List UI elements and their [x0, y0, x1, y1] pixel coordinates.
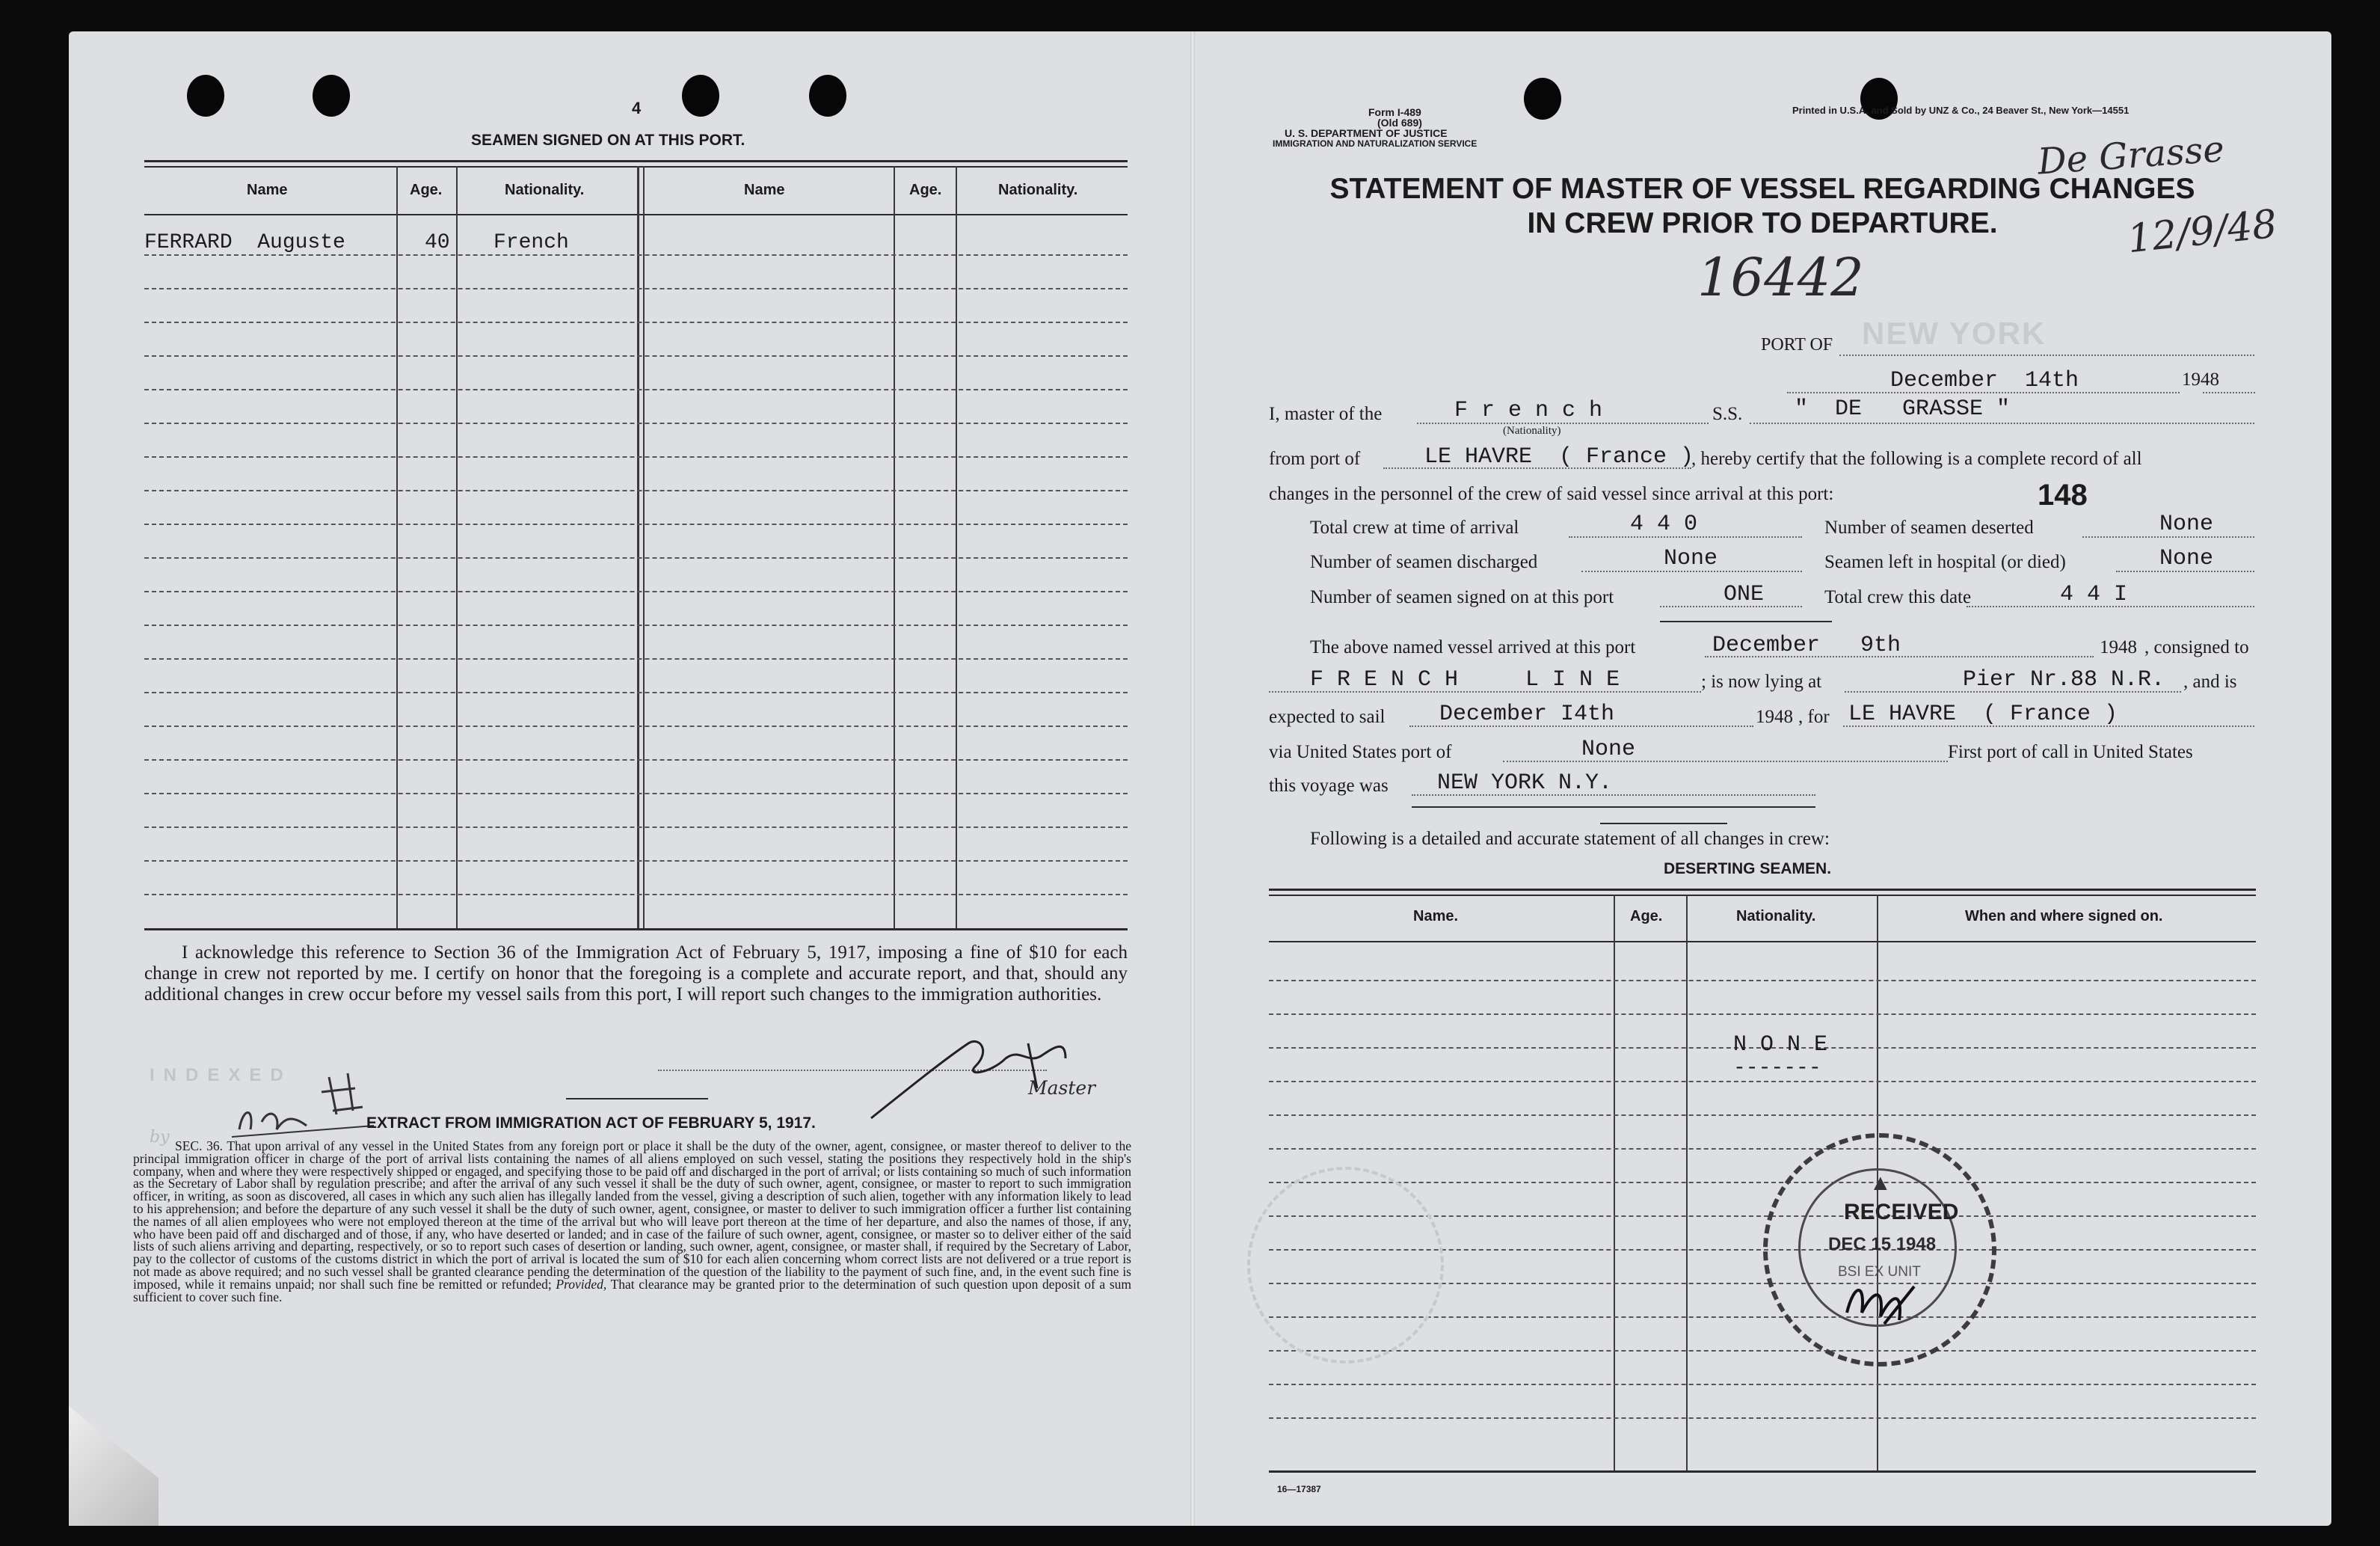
column-header-age: Age.	[1630, 908, 1663, 924]
entry-name: FERRARD Auguste	[144, 231, 345, 254]
column-header-nationality: Nationality.	[505, 182, 585, 198]
column-header-age: Age.	[909, 182, 942, 198]
indexed-initials	[224, 1062, 389, 1144]
first-port-label: First port of call in United States	[1948, 742, 2193, 762]
deserting-none-underline: -------	[1733, 1057, 1821, 1080]
from-port-label: from port of	[1269, 449, 1361, 469]
port-of-value: NEW YORK	[1862, 316, 2047, 351]
vessel-name: " DE GRASSE "	[1795, 396, 2011, 422]
received-initials	[1839, 1268, 1929, 1335]
stat-label: Number of seamen signed on at this port	[1310, 587, 1614, 607]
arrived-year: 1948	[2100, 637, 2137, 657]
lying-label: ; is now lying at	[1701, 672, 1822, 692]
consignee-value: F R E N C H L I N E	[1310, 667, 1620, 693]
statement-date: December 14th	[1890, 368, 2079, 393]
arrived-label: The above named vessel arrived at this port	[1310, 637, 1636, 657]
department-name: U. S. DEPARTMENT OF JUSTICE	[1285, 127, 1448, 139]
extract-title: EXTRACT FROM IMMIGRATION ACT OF FEBRUARY 5, 1917.	[366, 1114, 816, 1132]
stat-label: Total crew at time of arrival	[1310, 518, 1519, 538]
via-label: via United States port of	[1269, 742, 1452, 762]
handwritten-ship-name: De Grasse	[2036, 128, 2226, 183]
certify-text: , hereby certify that the following is a complete record of all	[1691, 449, 2142, 469]
faint-stamp	[1247, 1167, 1444, 1364]
sail-date: December I4th	[1439, 702, 1615, 727]
punch-hole	[1524, 78, 1561, 120]
destination-value: LE HAVRE ( France )	[1848, 702, 2118, 727]
page-number: 4	[632, 99, 642, 117]
extract-text: That upon arrival of any vessel in the United States from any foreign port or place it shall be the duty of the owner, agent, consignee, or master thereof to deliver to the principal immigration officer in charge of the port of arrival lists containing the names of all aliens employed on such vessel, stating the positions they respectively hold in the ship's company, when and where they were respectively shipped or engaged, and specifying those to be paid off and discharged in the port of arrival; or lists containing so much of such information as the Secretary of Labor shall by regulation prescribe; and after the arrival of any such vessel it shall be the duty of such owner, agent, consignee, or master to report to such immigration officer, in writing, as soon as discovered, all cases in which any such alien has illegally landed from the vessel, giving a description of such alien, together with any information likely to lead to his apprehension; and before the departure of any such vessel it shall be the duty of such owner, agent, consignee, or master to deliver to such immigration officer a further list containing the names of all alien employees who were not employed thereon at the time of the arrival but who will leave port thereon at the time of her departure, and also the names of those, if any, who have been paid off and discharged and of those, if any, who have deserted or landed; and in case of the failure of such owner, agent, consignee, or master so to deliver either of the said lists of such aliens arriving and departing, respectively, or so to report such cases of desertion or landing, such owner, agent, consignee, or master shall, if required by the Secretary of Labor, pay to the collector of customs of the customs district in which the port of arrival is located the sum of $10 for each alien concerning whom correct lists are not delivered or a true report is not made as above required; and no such vessel shall be granted clearance pending the determination of the question of the liability to the payment of such fine, and, in the event such fine is imposed, while it remains unpaid; nor shall such fine be remitted or refunded;	[133, 1138, 1131, 1292]
master-label: Master	[1028, 1077, 1096, 1099]
stat-label: Number of seamen deserted	[1824, 518, 2034, 538]
voyage-value: NEW YORK N.Y.	[1437, 770, 1613, 796]
entry-age: 40	[425, 231, 450, 254]
sail-year: 1948	[1756, 707, 1793, 727]
stat-value: 4 4 0	[1630, 512, 1698, 537]
stat-label: Total crew this date	[1824, 587, 1972, 607]
received-stamp-label: RECEIVED	[1844, 1200, 1959, 1224]
statement-year: 1948	[2182, 369, 2219, 390]
punch-hole	[187, 75, 224, 117]
stat-value: 4 4 I	[2060, 582, 2128, 607]
and-is-label: , and is	[2183, 672, 2237, 692]
form-old-number: (Old 689)	[1377, 117, 1422, 129]
up-arrow-icon: ▲	[1869, 1171, 1892, 1195]
sail-label: expected to sail	[1269, 707, 1386, 727]
footer-code: 16—17387	[1277, 1484, 1321, 1494]
following-text: Following is a detailed and accurate statement of all changes in crew:	[1310, 829, 1830, 849]
stat-value: ONE	[1723, 582, 1765, 607]
section-title: SEAMEN SIGNED ON AT THIS PORT.	[471, 132, 745, 149]
stat-label: Number of seamen discharged	[1310, 552, 1538, 572]
stat-label: Seamen left in hospital (or died)	[1824, 552, 2066, 572]
stat-value: None	[2159, 546, 2214, 571]
column-header-age: Age.	[410, 182, 443, 198]
stamp-number: 148	[2038, 479, 2088, 512]
for-label: , for	[1798, 707, 1830, 727]
deserting-title: DESERTING SEAMEN.	[1664, 860, 1832, 877]
handwritten-date: 12/9/48	[2125, 201, 2280, 263]
acknowledgement-text: I acknowledge this reference to Section 36 of the Immigration Act of February 5, 1917, imposing a fine of $10 for each change in crew not reported by me. I certify on honor that the foregoing is a complete and accurate report, and that, should any additional changes in crew occur before my vessel sails from this port, I will report such changes to the immigration authorities.	[144, 942, 1128, 1004]
nationality-caption: (Nationality)	[1503, 425, 1561, 437]
column-header-name: Name.	[1413, 908, 1459, 924]
service-name: IMMIGRATION AND NATURALIZATION SERVICE	[1273, 138, 1477, 149]
port-of-label: PORT OF	[1761, 335, 1833, 355]
page-fold	[1190, 31, 1195, 1526]
by-label: by	[150, 1128, 170, 1147]
lying-value: Pier Nr.88 N.R.	[1963, 667, 2165, 693]
changes-text: changes in the personnel of the crew of said vessel since arrival at this port:	[1269, 484, 1834, 504]
stat-value: None	[1664, 546, 1718, 571]
deserting-none: N O N E	[1733, 1032, 1828, 1058]
punch-hole	[313, 75, 350, 117]
punch-hole	[682, 75, 719, 117]
master-of-label: I, master of the	[1269, 404, 1383, 424]
consigned-label: , consigned to	[2144, 637, 2249, 657]
received-stamp-date: DEC 15 1948	[1828, 1234, 1937, 1254]
from-port-value: LE HAVRE ( France )	[1424, 444, 1694, 470]
voyage-label: this voyage was	[1269, 776, 1389, 796]
punch-hole	[809, 75, 846, 117]
column-header-name: Name	[744, 182, 785, 198]
handwritten-file-number: 16442	[1697, 247, 1864, 308]
via-value: None	[1581, 737, 1636, 762]
master-signature	[841, 1013, 1088, 1126]
extract-section: SEC. 36.	[175, 1138, 223, 1153]
ss-label: S.S.	[1712, 404, 1743, 424]
column-header-nationality: Nationality.	[1736, 908, 1816, 924]
indexed-stamp: INDEXED	[150, 1065, 292, 1085]
form-title-line1: STATEMENT OF MASTER OF VESSEL REGARDING CHANGES	[1329, 173, 2195, 205]
extract-body	[133, 1140, 1131, 1303]
received-stamp-unit: BSI EX UNIT	[1838, 1264, 1921, 1280]
stat-value: None	[2159, 512, 2214, 537]
column-header-signed-on: When and where signed on.	[1965, 908, 2163, 924]
printer-note: Printed in U.S.A. and Sold by UNZ & Co., 24 Beaver St., New York—14551	[1792, 105, 2130, 116]
extract-proviso: Provided,	[556, 1276, 607, 1292]
entry-nationality: French	[493, 231, 569, 254]
form-title-line2: IN CREW PRIOR TO DEPARTURE.	[1527, 207, 1998, 239]
form-title	[1269, 172, 2256, 241]
arrived-date: December 9th	[1712, 633, 1901, 658]
extract-tail: That clearance may be granted prior to the determination of such question upon deposit of a sum sufficient to cover such fine.	[133, 1276, 1131, 1304]
vessel-nationality: F r e n c h	[1454, 398, 1603, 423]
form-number: Form I-489	[1368, 106, 1421, 118]
column-header-nationality: Nationality.	[998, 182, 1078, 198]
column-header-name: Name	[247, 182, 288, 198]
